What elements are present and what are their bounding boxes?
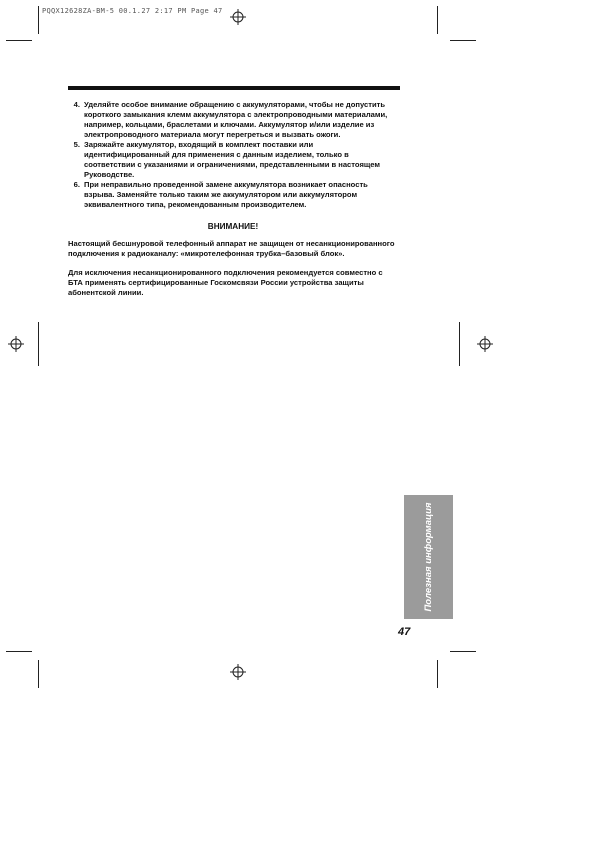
section-tab-label: Полезная информация	[423, 502, 434, 612]
item-text: При неправильно проведенной замене аккумулятора возникает опасность взрыва. Заменяйте только таким же аккумулятором или аккумулятором эквивалентного типа, рекомендованным производителем.	[84, 180, 368, 209]
item-number: 5.	[73, 140, 80, 149]
crop-mark	[38, 6, 39, 34]
list-item	[68, 100, 398, 140]
item-number: 4.	[73, 100, 80, 109]
item-number: 6.	[73, 180, 80, 189]
attention-paragraph: Для исключения несанкционированного подключения рекомендуется совместно с БТА применять сертифицированные Госкомсвязи России устройства защиты абонентской линии.	[68, 268, 383, 297]
crop-mark	[437, 6, 438, 34]
print-header: PQQX12628ZA-BM-5 00.1.27 2:17 PM Page 47	[42, 7, 223, 15]
registration-mark-icon	[8, 336, 24, 352]
crop-mark	[450, 651, 476, 652]
crop-mark	[38, 322, 39, 366]
crop-mark	[6, 651, 32, 652]
list-item	[68, 140, 398, 180]
section-tab	[404, 495, 453, 619]
crop-mark	[6, 40, 32, 41]
page-content	[68, 100, 398, 307]
top-rule	[68, 86, 400, 90]
attention-paragraph: Настоящий бесшнуровой телефонный аппарат не защищен от несанкционированного подключения к радиоканалу: «микротелефонная трубка–базовый блок».	[68, 239, 395, 258]
registration-mark-icon	[230, 664, 246, 680]
attention-title: ВНИМАНИЕ!	[207, 222, 259, 231]
crop-mark	[38, 660, 39, 688]
page-number: 47	[398, 626, 411, 638]
crop-mark	[459, 322, 460, 366]
item-text: Уделяйте особое внимание обращению с аккумуляторами, чтобы не допустить короткого замыкания клемм аккумулятора с электропроводными материалами, например, кольцами, браслетами и ключами. Аккумулятор и/или изделие из электропроводного материала могут перегреться и вызвать ожоги.	[84, 100, 388, 139]
item-text: Заряжайте аккумулятор, входящий в комплект поставки или идентифицированный для применения с данным изделием, только в соответствии с указаниями и ограничениями, представленными в настоящем Руководстве.	[84, 140, 381, 179]
registration-mark-icon	[477, 336, 493, 352]
crop-mark	[450, 40, 476, 41]
list-item	[68, 180, 398, 210]
registration-mark-icon	[230, 9, 246, 25]
crop-mark	[437, 660, 438, 688]
